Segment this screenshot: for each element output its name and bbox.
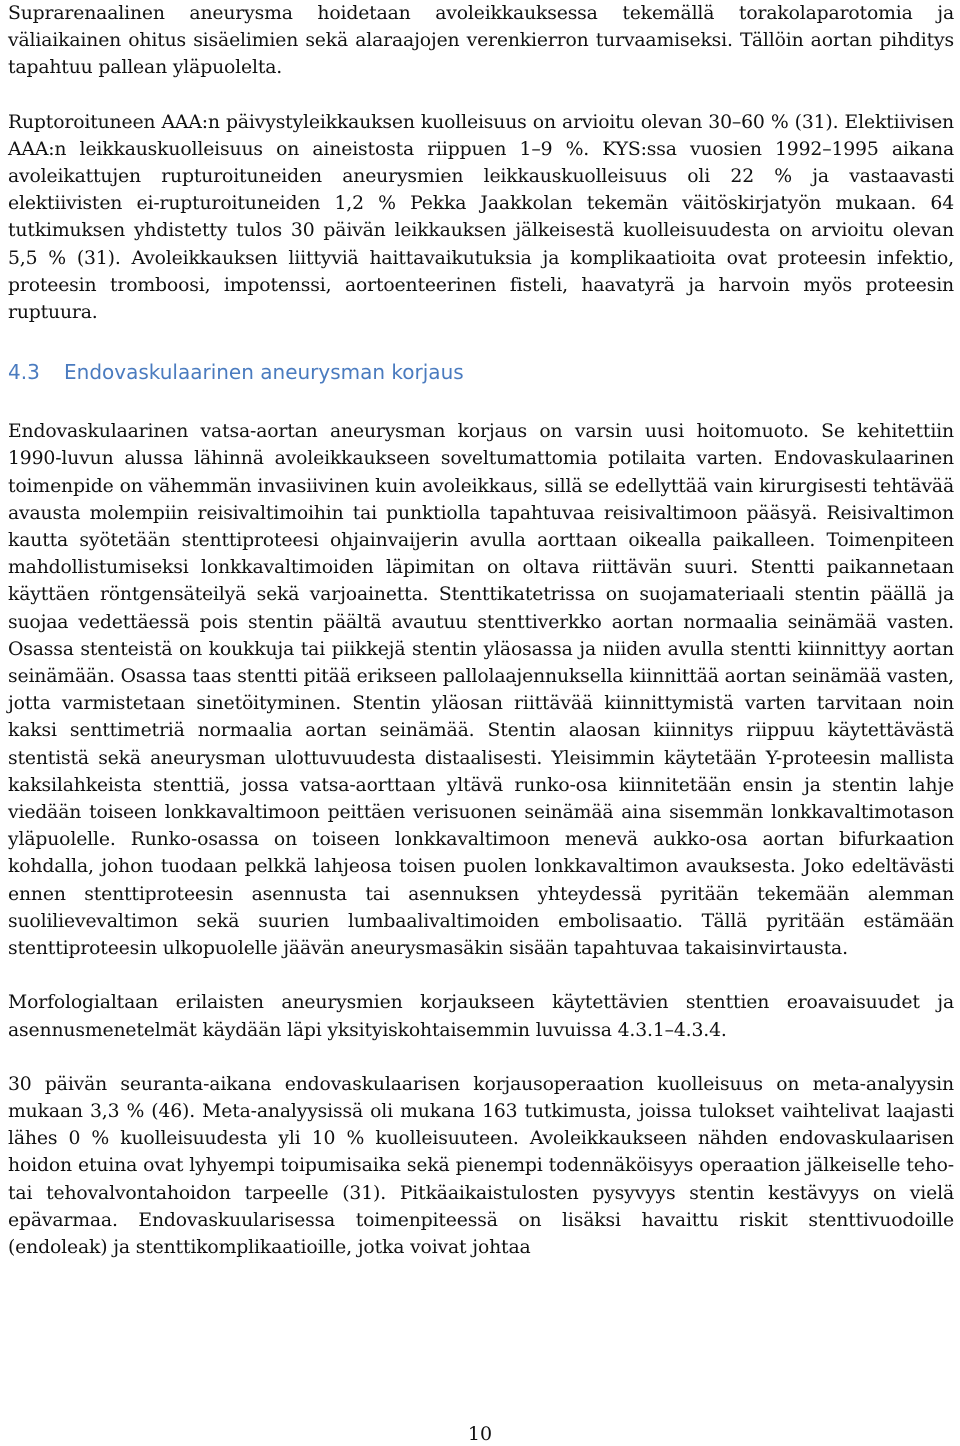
paragraph-mortality: Ruptoroituneen AAA:n päivystyleikkauksen kuolleisuus on arvioitu olevan 30–60 % (31). Elektiivisen AAA:n leikkauskuolleisuus on aineistosta riippuen 1–9 %. KYS:ssa vuosien 1992–1995 aikana avoleikattujen rupturoituneiden aneurysmien leikkauskuolleisuus oli 22 % ja vastaavasti elektiivisten ei-rupturoituneiden 1,2 % Pekka Jaakkolan tekemän väitöskirjatyön mukaan. 64 tutkimuksen yhdistetty tulos 30 päivän leikkauksen jälkeisestä kuolleisuudesta on arvioitu olevan 5,5 % (31). Avoleikkauksen liittyviä haittavaikutuksia ja komplikaatioita ovat proteesin infektio, proteesin tromboosi, impotenssi, aortoenteerinen fisteli, haavatyrä ja harvoin myös proteesin ruptuura. xyxy=(8,111,954,324)
page-content xyxy=(8,0,954,1261)
paragraph-followup: 30 päivän seuranta-aikana endovaskulaarisen korjausoperaation kuolleisuus on meta-analyysin mukaan 3,3 % (46). Meta-analyysissä oli mukana 163 tutkimusta, joissa tulokset vaihtelivat laajasti lähes 0 % kuolleisuudesta yli 10 % kuolleisuuteen. Avoleikkaukseen nähden endovaskulaarisen hoidon etuina ovat lyhyempi toipumisaika sekä pienempi todennäköisyys operaation jälkeiselle teho- tai tehovalvontahoidon tarpeelle (31). Pitkäaikaistulosten pysyvyys stentin kestävyys on vielä epävarmaa. Endovaskuularisessa toimenpiteessä on lisäksi havaittu riskit stenttivuodoille (endoleak) ja stenttikomplikaatioille, jotka voivat johtaa xyxy=(8,1073,954,1258)
section-title: Endovaskulaarinen aneurysman korjaus xyxy=(64,360,464,385)
section-number: 4.3 xyxy=(8,360,40,385)
paragraph-endovascular: Endovaskulaarinen vatsa-aortan aneurysman korjaus on varsin uusi hoitomuoto. Se kehitettiin 1990-luvun alussa lähinnä avoleikkaukseen soveltumattomia potilaita varten. Endovaskulaarinen toimenpide on vähemmän invasiivinen kuin avoleikkaus, sillä se edellyttää vain kirurgisesti tehtävää avausta molempiin reisivaltimoihin tai punktiolla tapahtuvaa reisivaltimoon pääsyä. Reisivaltimon kautta syötetään stenttiproteesi ohjainvaijerin avulla aorttaan oikealla paikalleen. Toimenpiteen mahdollistumiseksi lonkkavaltimoiden läpimitan on oltava riittävän suuri. Stentti paikannetaan käyttäen röntgensäteilyä sekä varjoainetta. Stenttikatetrissa on suojamateriaali stentin päällä ja suojaa vedettäessä pois stentin päältä avautuu stenttiverkko aortan normaalia seinämää vasten. Osassa stenteistä on koukkuja tai piikkejä stentin yläosassa ja niiden avulla stentti kiinnittyy aortan seinämään. Osassa taas stentti pitää erikseen pallolaajennuksella kiinnittää aortan seinämää vasten, jotta varmistetaan sinetöityminen. Stentin yläosan riittävää kiinnittymistä varten tarvitaan noin kaksi senttimetriä normaalia aortan seinämää. Stentin alaosan kiinnitys riippuu käytettävästä stentistä sekä aneurysman ulottuvuudesta distaalisesti. Yleisimmin käytetään Y-proteesin mallista kaksilahkeista stenttiä, jossa vatsa-aorttaan yltävä runko-osa kiinnitetään ensin ja stentin lahje viedään toiseen lonkkavaltimoon peittäen verisuonen seinämää aina sisemmän lonkkavaltimotason yläpuolelle. Runko-osassa on toiseen lonkkavaltimoon menevä aukko-osa aortan bifurkaation kohdalla, johon tuodaan pelkkä lahjeosa toisen puolen lonkkavaltimon avauksesta. Joko edeltävästi ennen stenttiproteesin asennusta tai asennuksen yhteydessä pyritään tekemään alemman suolilievevaltimon sekä suurien lumbaalivaltimoiden embolisaatio. Tällä pyritään estämään stenttiproteesin ulkopuolelle jäävän aneurysmasäkin sisään tapahtuvaa takaisinvirtausta. xyxy=(8,421,954,960)
paragraph-morphology: Morfologialtaan erilaisten aneurysmien korjaukseen käytettävien stenttien eroavaisuudet ja asennusmenetelmät käydään läpi yksityiskohtaisemmin luvuissa 4.3.1–4.3.4. xyxy=(8,992,954,1041)
page-number: 10 xyxy=(467,1423,493,1445)
paragraph-suprarenal: Suprarenaalinen aneurysma hoidetaan avoleikkauksessa tekemällä torakolaparotomia ja väliaikainen ohitus sisäelimien sekä alaraajojen verenkierron turvaamiseksi. Tällöin aortan pihditys tapahtuu pallean yläpuolelta. xyxy=(8,3,954,79)
section-heading xyxy=(8,359,954,385)
